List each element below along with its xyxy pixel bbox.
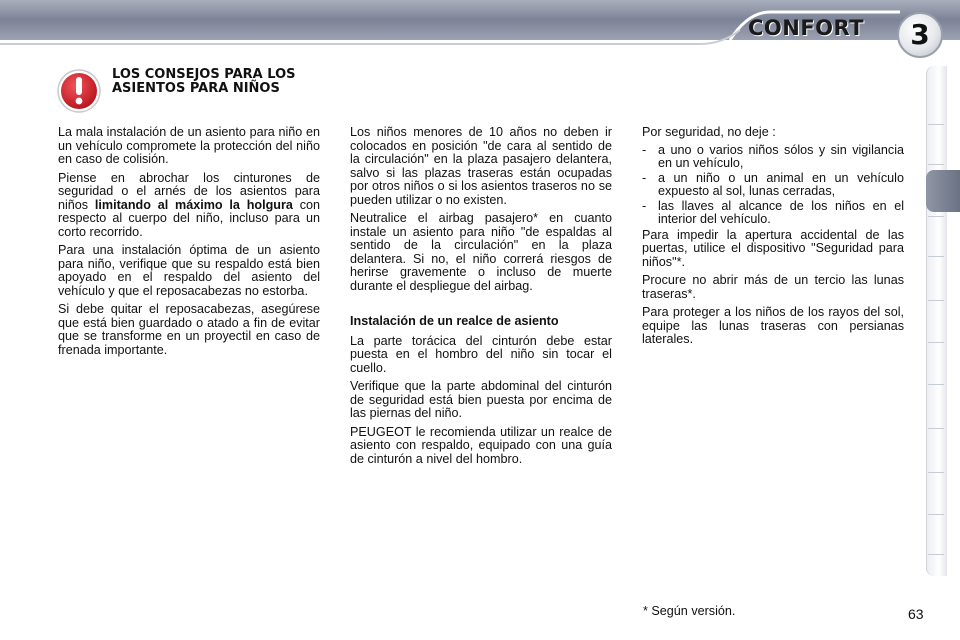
section-title: LOS CONSEJOS PARA LOS ASIENTOS PARA NIÑOS [112,67,296,96]
paragraph: Procure no abrir más de un tercio las lunas traseras*. [642,273,904,301]
tab-separator [928,554,944,555]
paragraph-text: Piense en abrochar los cinturones de seguridad o el arnés de los asientos para niños [58,170,320,212]
paragraph: Para una instalación óptima de un asiento para niño, verifique que su respaldo está bien apoyado en el respaldo del asiento del vehículo y que el reposacabezas no estorba. [58,243,320,298]
list-item-text: las llaves al alcance de los niños en el interior del vehículo. [658,198,904,226]
text-column-3 [642,126,904,352]
text-column-2 [350,126,612,471]
list-item-text: a uno o varios niños sólos y sin vigilancia en un vehículo, [658,142,904,170]
paragraph: Los niños menores de 10 años no deben ir colocados en posición "de cara al sentido de la circulación" en la plaza pasajero delantera, salvo si las plazas traseras están ocupadas por otros niños o si los asientos traseros no se pueden utilizar o no existen. [350,125,612,207]
paragraph: Verifique que la parte abdominal del cinturón de seguridad está bien puesta por encima de las piernas del niño. [350,379,612,420]
list-item [642,144,904,171]
tab-separator [928,124,944,125]
chapter-title: CONFORT [748,16,865,40]
exclamation-circle-icon [56,68,102,114]
text-column-1 [58,126,320,362]
tab-separator [928,256,944,257]
paragraph [58,172,320,240]
page-number: 63 [908,606,924,622]
paragraph: Para impedir la apertura accidental de las puertas, utilice el dispositivo "Seguridad para niños"*. [642,227,904,269]
paragraph-text: con respecto al cuerpo del niño, incluso para un corto recorrido. [58,197,320,239]
list-item [642,172,904,199]
paragraph: PEUGEOT le recomienda utilizar un realce de asiento con respaldo, equipado con una guía de cinturón a nivel del hombro. [350,424,612,466]
tab-separator [928,472,944,473]
tab-separator [928,342,944,343]
paragraph: Neutralice el airbag pasajero* en cuanto instale un asiento para niño "de espaldas al sentido de la circulación" en la plaza delantera. Si no, el niño correrá riesgos de herirse gravemente o incluso de muerte durante el despliegue del airbag. [350,211,612,293]
footnote: * Según versión. [643,604,736,618]
page-header [0,0,960,51]
list-dash: - [642,198,647,213]
list-dash: - [642,170,647,185]
list-item-text: a un niño o un animal en un vehículo expuesto al sol, lunas cerradas, [658,170,904,198]
tab-separator [928,428,944,429]
paragraph: Para proteger a los niños de los rayos del sol, equipe las lunas traseras con persianas laterales. [642,305,904,346]
list-item [642,200,904,227]
tab-separator [928,384,944,385]
paragraph: La mala instalación de un asiento para niño en un vehículo compromete la protección del niño en caso de colisión. [58,125,320,166]
paragraph: Por seguridad, no deje : [642,125,776,139]
paragraph: Si debe quitar el reposacabezas, asegúrese que está bien guardado o atado a fin de evitar que se transforme en un proyectil en caso de frenada importante. [58,302,320,357]
paragraph: La parte torácica del cinturón debe estar puesta en el hombro del niño sin tocar el cuello. [350,333,612,375]
subheading: Instalación de un realce de asiento [350,314,559,328]
active-chapter-tab[interactable] [926,170,960,212]
tab-strip-background [926,66,947,576]
chapter-number: 3 [910,18,930,51]
tab-separator [928,300,944,301]
tab-separator [928,164,944,165]
chapter-badge [897,12,943,58]
chapter-tab-strip [926,66,946,576]
list-dash: - [642,142,647,157]
tab-separator [928,216,944,217]
emphasis-text: limitando al máximo la holgura [94,197,293,212]
tab-separator [928,514,944,515]
